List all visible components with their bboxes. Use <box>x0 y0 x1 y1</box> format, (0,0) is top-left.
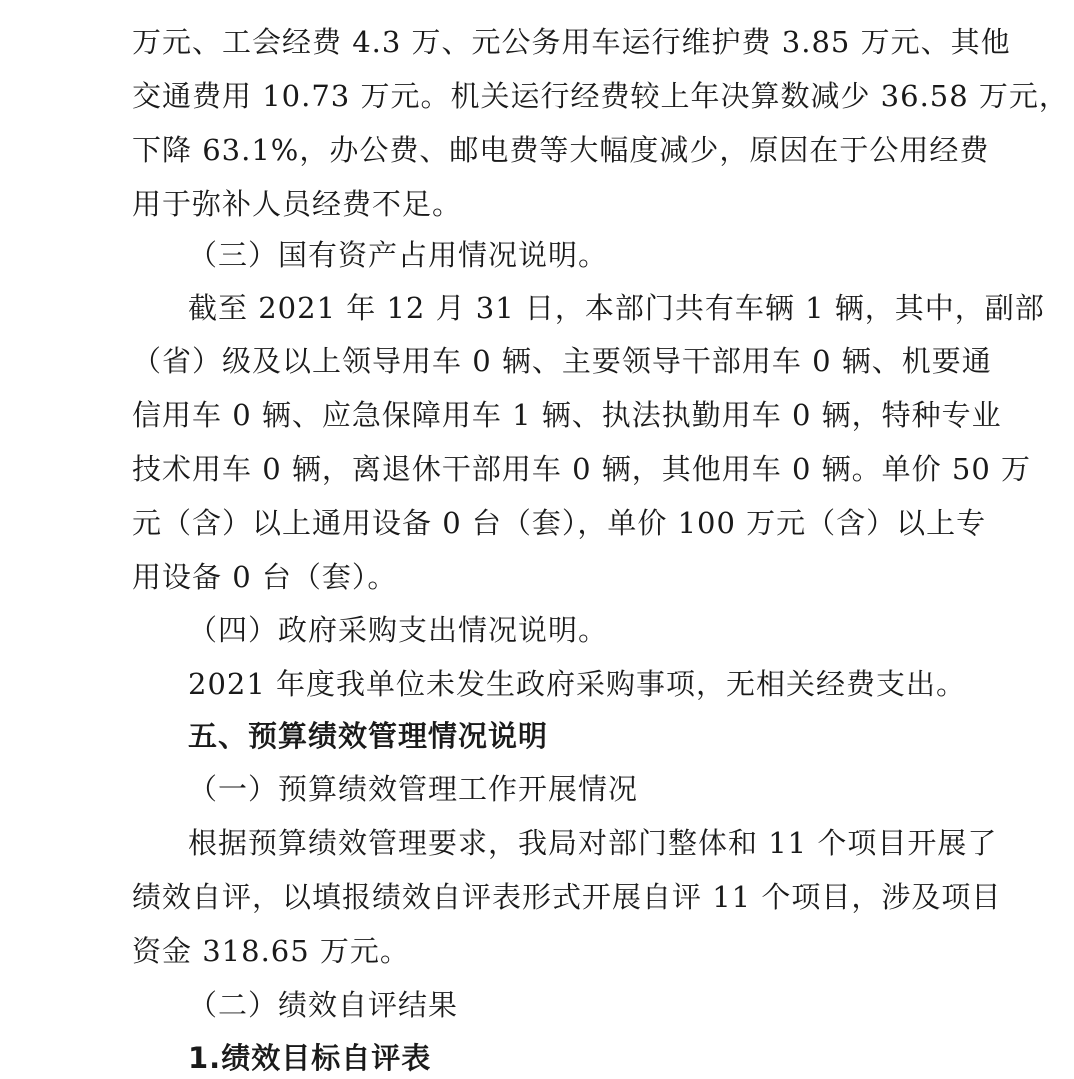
section-heading: 五、预算绩效管理情况说明 <box>188 719 549 753</box>
paragraph-line: 下降 63.1%，办公费、邮电费等大幅度减少，原因在于公用经费 <box>132 133 990 167</box>
subsection-heading: （一）预算绩效管理工作开展情况 <box>188 772 639 806</box>
paragraph-line: 技术用车 0 辆，离退休干部用车 0 辆，其他用车 0 辆。单价 50 万 <box>132 452 1032 486</box>
paragraph-line: 用于弥补人员经费不足。 <box>132 187 463 221</box>
paragraph-line: 2021 年度我单位未发生政府采购事项，无相关经费支出。 <box>188 667 967 701</box>
subsection-heading: （四）政府采购支出情况说明。 <box>188 613 609 647</box>
paragraph-line: 万元、工会经费 4.3 万、元公务用车运行维护费 3.85 万元、其他 <box>132 25 1011 59</box>
paragraph-line: 根据预算绩效管理要求，我局对部门整体和 11 个项目开展了 <box>188 826 998 860</box>
paragraph-line: 资金 318.65 万元。 <box>132 934 410 968</box>
paragraph-line: 信用车 0 辆、应急保障用车 1 辆、执法执勤用车 0 辆，特种专业 <box>132 398 1002 432</box>
paragraph-line: 用设备 0 台（套）。 <box>132 560 398 594</box>
subsection-heading: （二）绩效自评结果 <box>188 988 459 1022</box>
paragraph-line: （省）级及以上领导用车 0 辆、主要领导干部用车 0 辆、机要通 <box>132 344 992 378</box>
paragraph-line: 截至 2021 年 12 月 31 日，本部门共有车辆 1 辆，其中，副部 <box>188 291 1045 325</box>
subsection-heading: （三）国有资产占用情况说明。 <box>188 238 609 272</box>
paragraph-line: 绩效自评，以填报绩效自评表形式开展自评 11 个项目，涉及项目 <box>132 880 1002 914</box>
paragraph-line: 元（含）以上通用设备 0 台（套），单价 100 万元（含）以上专 <box>132 506 987 540</box>
subsection-heading: 1.绩效目标自评表 <box>188 1041 432 1075</box>
paragraph-line: 交通费用 10.73 万元。机关运行经费较上年决算数减少 36.58 万元， <box>132 79 1069 113</box>
